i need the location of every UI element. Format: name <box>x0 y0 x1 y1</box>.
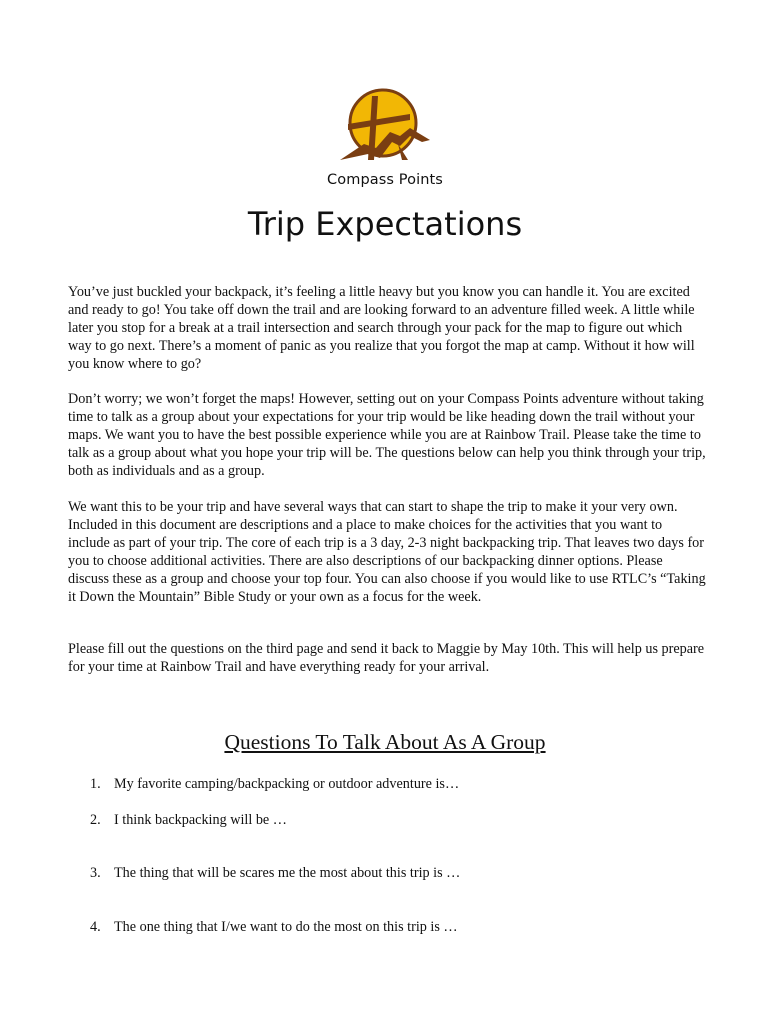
brand-name: Compass Points <box>327 172 443 188</box>
question-number: 3. <box>90 865 101 881</box>
compass-points-logo <box>338 88 432 168</box>
question-item <box>90 918 710 936</box>
question-text: The thing that will be scares me the most about this trip is … <box>114 865 461 881</box>
question-number: 2. <box>90 812 101 828</box>
question-item <box>90 775 710 793</box>
question-number: 1. <box>90 776 101 792</box>
question-text: The one thing that I/we want to do the most on this trip is … <box>114 919 458 935</box>
intro-paragraph: You’ve just buckled your backpack, it’s feeling a little heavy but you know you can handle it. You are excited and ready to go! You take off down the trail and are looking forward to an adventure filled week. A little while later you stop for a break at a trail intersection and search through your pack for the map to figure out which way to go next. There’s a moment of panic as you realize that you forgot the map at camp. Without it how will you know where to go? <box>68 284 695 372</box>
page-title: Trip Expectations <box>247 205 523 243</box>
question-text: My favorite camping/backpacking or outdoor adventure is… <box>114 776 460 792</box>
question-text: I think backpacking will be … <box>114 812 287 828</box>
question-number: 4. <box>90 919 101 935</box>
trip-options-paragraph: We want this to be your trip and have several ways that can start to shape the trip to make it your very own. Included in this document are descriptions and a place to make choices for the activities that you want to include as part of your trip. The core of each trip is a 3 day, 2-3 night backpacking trip. That leaves two days for you to choose additional activities. There are also descriptions of our backpacking dinner options. Please discuss these as a group and choose your top four. You can also choose if you would like to use RTLC’s “Taking it Down the Mountain” Bible Study or your own as a focus for the week. <box>68 499 706 605</box>
question-item <box>90 864 710 882</box>
question-item <box>90 811 710 829</box>
instructions-paragraph: Please fill out the questions on the third page and send it back to Maggie by May 10th. This will help us prepare for your time at Rainbow Trail and have everything ready for your arrival. <box>68 641 705 675</box>
maps-paragraph: Don’t worry; we won’t forget the maps! However, setting out on your Compass Points adventure without taking time to talk as a group about your expectations for your trip would be like heading down the trail without your maps. We want you to have the best possible experience while you are at Rainbow Trail. Please take the time to talk as a group about what you hope your trip will be. The questions below can help you think through your trip, both as individuals and as a group. <box>68 391 706 479</box>
questions-heading: Questions To Talk About As A Group <box>224 730 546 754</box>
